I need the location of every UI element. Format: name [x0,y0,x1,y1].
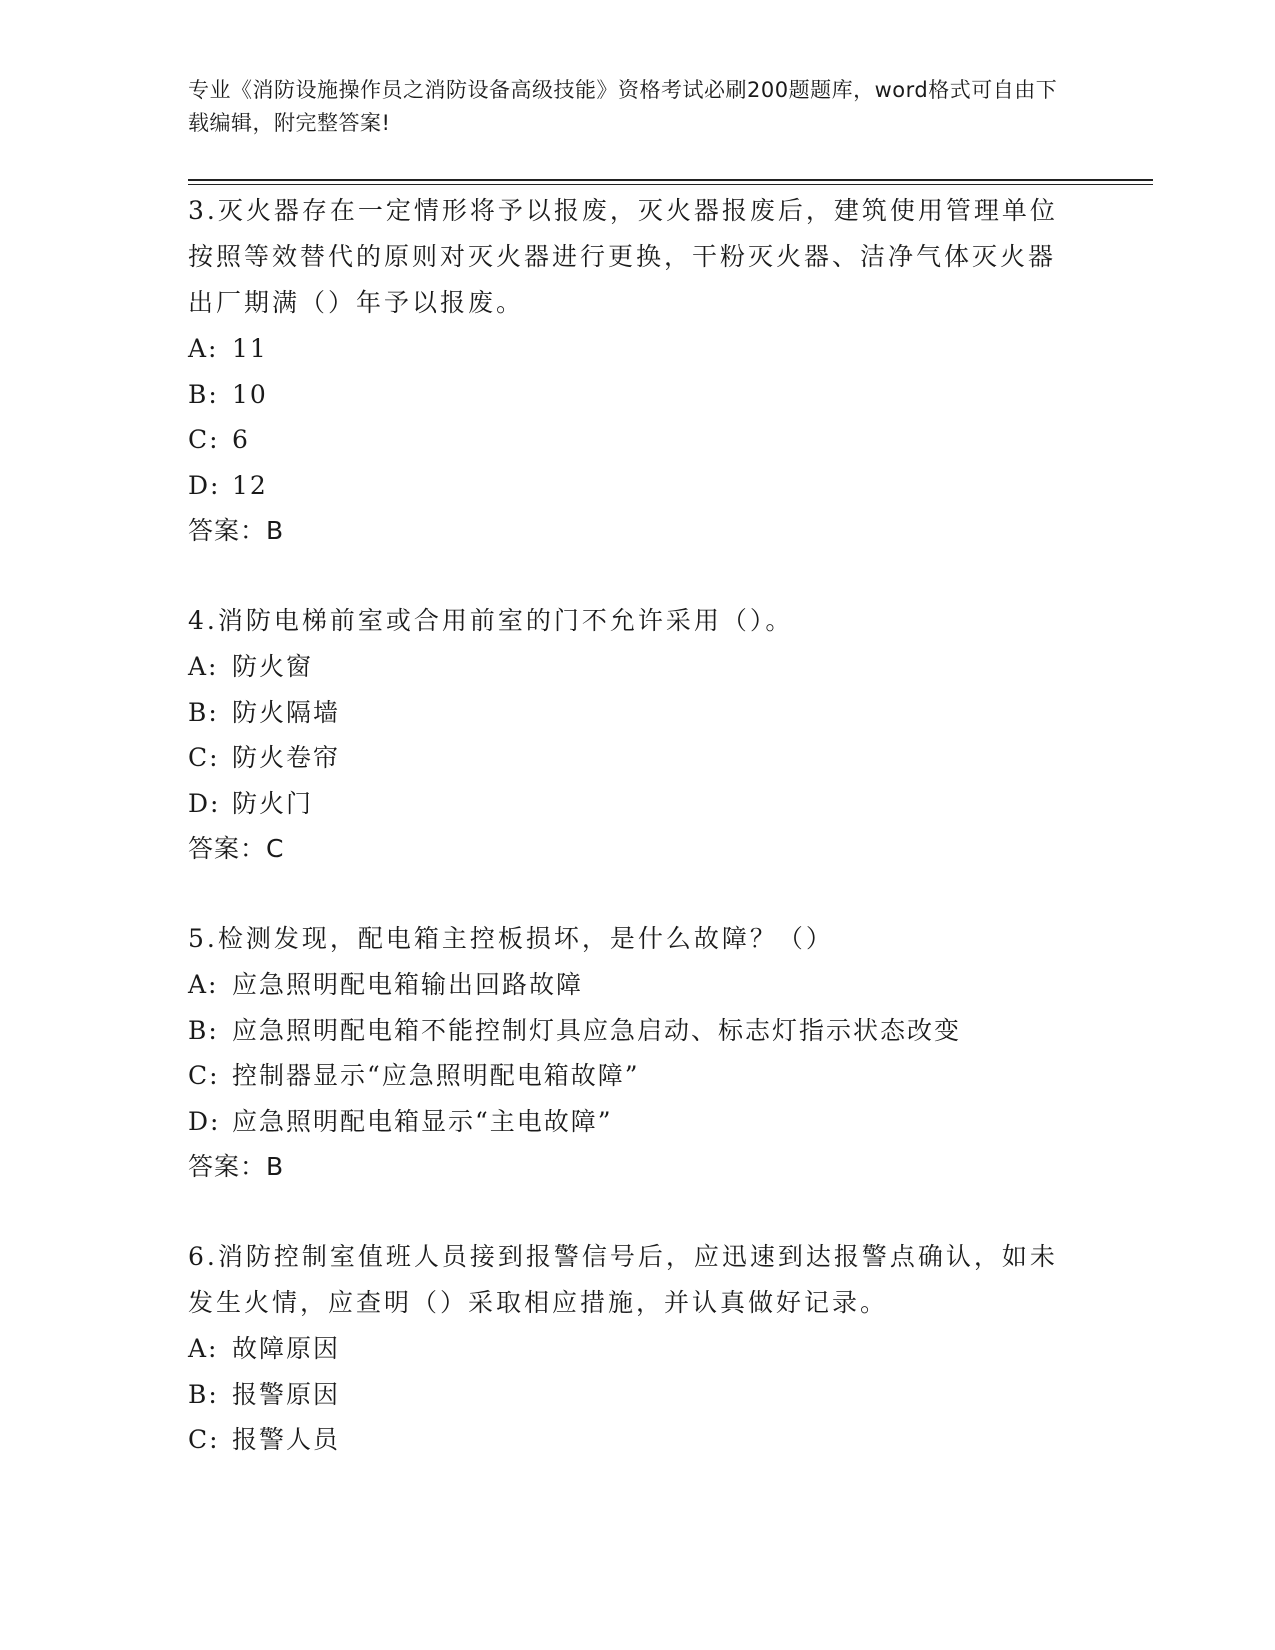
option-b [188,690,1068,736]
option-b [188,372,1068,418]
question-item [188,916,1068,1190]
option-letter: C: [188,1061,220,1090]
option-text: 应急照明配电箱不能控制灯具应急启动、标志灯指示状态改变 [232,1015,962,1045]
answer-line: 答案：B [188,1152,285,1181]
option-text: 11 [232,334,268,363]
option-text: 报警人员 [232,1425,341,1454]
option-c [188,735,1068,781]
option-text: 防火卷帘 [232,743,341,772]
option-b [188,1372,1068,1418]
option-letter: A: [188,970,219,999]
option-c [188,1053,1068,1099]
option-letter: B: [188,1015,219,1045]
option-c [188,417,1068,463]
option-letter: A: [188,1334,219,1363]
option-a [188,326,1068,372]
question-list [188,188,1068,1507]
option-b [188,1008,1068,1054]
option-a [188,962,1068,1008]
question-item [188,1234,1068,1463]
option-text: 防火隔墙 [232,697,341,727]
option-letter: B: [188,379,219,409]
header-divider-thin [188,184,1153,185]
option-text: 防火窗 [232,652,314,681]
option-letter: B: [188,697,219,727]
option-letter: C: [188,743,220,772]
question-stem: 5.检测发现，配电箱主控板损坏，是什么故障？（） [188,924,834,953]
option-a [188,644,1068,690]
document-header: 专业《消防设施操作员之消防设备高级技能》资格考试必刷200题题库，word格式可自由下载编辑，附完整答案! [188,78,1058,135]
option-letter: D: [188,788,221,818]
option-a [188,1326,1068,1372]
answer-line: 答案：B [188,516,285,545]
answer-line: 答案：C [188,834,285,863]
question-item [188,188,1068,554]
option-letter: A: [188,652,219,681]
option-c [188,1417,1068,1463]
option-letter: B: [188,1379,219,1409]
header-divider-thick [188,179,1153,181]
option-d [188,781,1068,827]
option-letter: A: [188,334,219,363]
option-text: 6 [232,425,250,454]
question-stem: 6.消防控制室值班人员接到报警信号后，应迅速到达报警点确认，如未发生火情，应查明（）采取相应措施，并认真做好记录。 [188,1242,1058,1317]
option-letter: D: [188,1106,221,1136]
question-stem: 3.灭火器存在一定情形将予以报废，灭火器报废后，建筑使用管理单位按照等效替代的原则对灭火器进行更换，干粉灭火器、洁净气体灭火器出厂期满（）年予以报废。 [188,196,1058,317]
option-text: 应急照明配电箱输出回路故障 [232,970,584,999]
option-letter: C: [188,1425,220,1454]
option-d [188,463,1068,509]
option-d [188,1099,1068,1145]
option-text: 10 [232,379,268,409]
option-letter: D: [188,470,221,500]
option-text: 报警原因 [232,1379,341,1409]
question-item [188,598,1068,872]
option-letter: C: [188,425,220,454]
option-text: 应急照明配电箱显示“主电故障” [232,1106,613,1136]
option-text: 防火门 [232,788,314,818]
option-text: 控制器显示“应急照明配电箱故障” [232,1061,640,1090]
option-text: 故障原因 [232,1334,341,1363]
question-stem: 4.消防电梯前室或合用前室的门不允许采用（）。 [188,606,794,635]
option-text: 12 [232,470,268,500]
